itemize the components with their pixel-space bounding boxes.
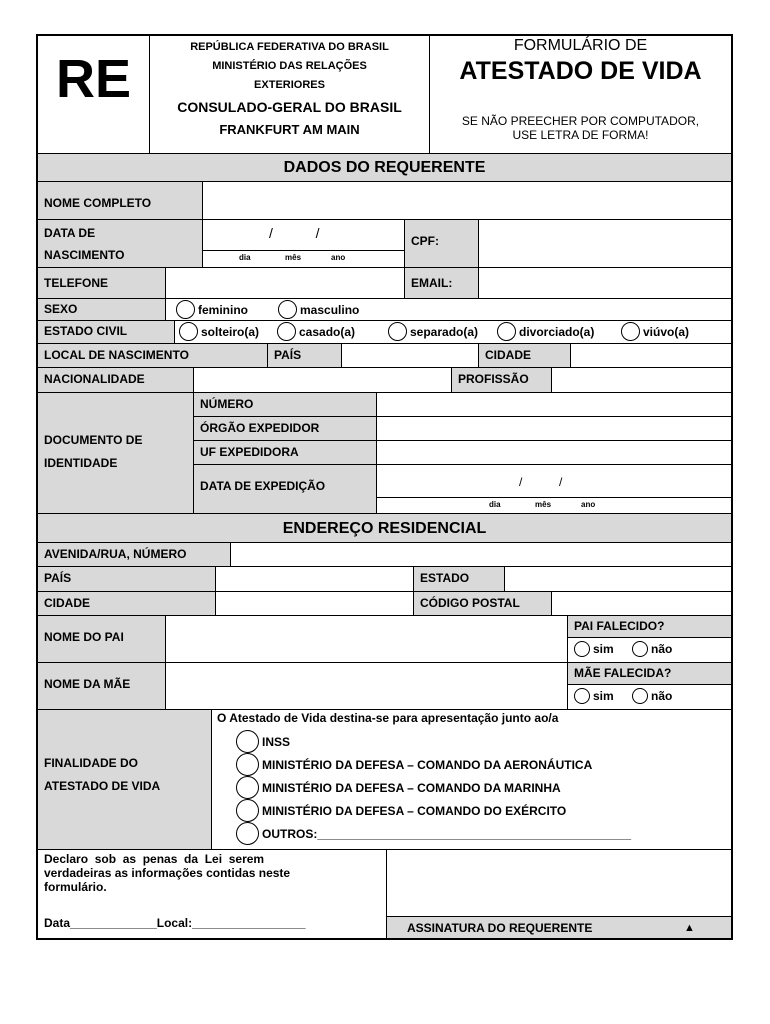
signature-label-box: [387, 916, 731, 938]
label-cidade: CIDADE: [479, 344, 571, 368]
estado-civil-options: [175, 321, 731, 344]
label-data-expedicao: DATA DE EXPEDIÇÃO: [194, 465, 377, 514]
label-estado-civil: ESTADO CIVIL: [38, 321, 175, 344]
sexo-options: [166, 299, 731, 321]
label-finalidade: [38, 710, 212, 850]
label-end-pais: PAÍS: [38, 567, 216, 592]
label-pais: PAÍS: [268, 344, 342, 368]
radio-circle-icon[interactable]: [236, 776, 259, 799]
input-cpf[interactable]: [479, 220, 731, 268]
form-label: FORMULÁRIO DE: [513, 37, 648, 54]
label-end-cidade: CIDADE: [38, 592, 216, 616]
title-block: [430, 36, 731, 154]
label-email: EMAIL:: [405, 268, 479, 299]
input-data-expedicao[interactable]: [377, 465, 731, 514]
label-mes: mês: [535, 500, 552, 509]
declaracao-block: [38, 850, 387, 938]
radio-circle-icon[interactable]: [278, 300, 297, 319]
radio-circle-icon[interactable]: [176, 300, 195, 319]
label-cpf: CPF:: [405, 220, 479, 268]
input-orgao[interactable]: [377, 417, 731, 441]
option-outros[interactable]: OUTROS:_______________________________________________: [236, 822, 631, 845]
mae-falecida-options: [568, 685, 731, 710]
option-aeronautica[interactable]: MINISTÉRIO DA DEFESA – COMANDO DA AERONÁUTICA: [236, 753, 592, 776]
gov-line-1: REPÚBLICA FEDERATIVA DO BRASIL: [190, 41, 389, 53]
finalidade-intro: O Atestado de Vida destina-se para apresentação junto ao/a: [217, 711, 559, 725]
option-mae-nao[interactable]: não: [632, 688, 672, 704]
option-mae-sim[interactable]: sim: [574, 688, 614, 704]
instruction-line-1: SE NÃO PREECHER POR COMPUTADOR,: [461, 114, 700, 128]
label-profissao: PROFISSÃO: [452, 368, 552, 393]
input-telefone[interactable]: [166, 268, 405, 299]
input-avenida[interactable]: [231, 543, 731, 567]
label-avenida: AVENIDA/RUA, NÚMERO: [38, 543, 231, 567]
label-dia: dia: [489, 500, 501, 509]
input-end-pais[interactable]: [216, 567, 414, 592]
label-documento-identidade: [38, 393, 194, 514]
input-data-nascimento[interactable]: [203, 220, 405, 268]
section-endereco: ENDEREÇO RESIDENCIAL: [38, 514, 731, 543]
label-pai-falecido: PAI FALECIDO?: [568, 616, 731, 638]
option-exercito[interactable]: MINISTÉRIO DA DEFESA – COMANDO DO EXÉRCITO: [236, 799, 566, 822]
section-dados-requerente: DADOS DO REQUERENTE: [38, 154, 731, 182]
input-profissao[interactable]: [552, 368, 731, 393]
label-nacionalidade: NACIONALIDADE: [38, 368, 194, 393]
radio-circle-icon[interactable]: [236, 822, 259, 845]
radio-circle-icon[interactable]: [621, 322, 640, 341]
radio-circle-icon[interactable]: [574, 688, 590, 704]
input-cep[interactable]: [552, 592, 731, 616]
consulate-city: FRANKFURT AM MAIN: [219, 122, 360, 137]
logo-text: RE: [55, 49, 131, 109]
option-divorciado[interactable]: divorciado(a): [497, 322, 594, 341]
label-nome-mae: NOME DA MÃE: [38, 663, 166, 710]
gov-line-3: EXTERIORES: [254, 79, 325, 91]
radio-circle-icon[interactable]: [574, 641, 590, 657]
radio-circle-icon[interactable]: [236, 753, 259, 776]
label-ano: ano: [581, 500, 596, 509]
consulate-name: CONSULADO-GERAL DO BRASIL: [177, 99, 402, 115]
radio-circle-icon[interactable]: [388, 322, 407, 341]
label-uf: UF EXPEDIDORA: [194, 441, 377, 465]
finalidade-options: [212, 710, 731, 850]
option-masculino[interactable]: masculino: [278, 300, 359, 319]
issuer-block: [150, 36, 430, 154]
option-viuvo[interactable]: viúvo(a): [621, 322, 689, 341]
option-casado[interactable]: casado(a): [277, 322, 355, 341]
label-local-nascimento: LOCAL DE NASCIMENTO: [38, 344, 268, 368]
label-telefone: TELEFONE: [38, 268, 166, 299]
label-documento-2: IDENTIDADE: [44, 456, 118, 470]
logo-box: [38, 36, 150, 154]
date-separator: / /: [519, 475, 563, 489]
radio-circle-icon[interactable]: [497, 322, 516, 341]
form-title: ATESTADO DE VIDA: [459, 57, 702, 85]
label-mae-falecida: MÃE FALECIDA?: [568, 663, 731, 685]
label-orgao: ÓRGÃO EXPEDIDOR: [194, 417, 377, 441]
radio-circle-icon[interactable]: [632, 641, 648, 657]
declaracao-text: Declaro sob as penas da Lei serem verdadeiras as informações contidas neste formulário.: [44, 852, 291, 894]
radio-circle-icon[interactable]: [277, 322, 296, 341]
label-ano: ano: [331, 253, 346, 262]
label-nome-completo: NOME COMPLETO: [38, 182, 203, 220]
input-uf[interactable]: [377, 441, 731, 465]
label-documento-1: DOCUMENTO DE: [44, 433, 143, 447]
radio-circle-icon[interactable]: [179, 322, 198, 341]
option-inss[interactable]: INSS: [236, 730, 290, 753]
radio-circle-icon[interactable]: [236, 799, 259, 822]
option-pai-nao[interactable]: não: [632, 641, 672, 657]
input-email[interactable]: [479, 268, 731, 299]
label-sexo: SEXO: [38, 299, 166, 321]
option-marinha[interactable]: MINISTÉRIO DA DEFESA – COMANDO DA MARINHA: [236, 776, 561, 799]
signature-label: ASSINATURA DO REQUERENTE: [407, 921, 593, 935]
label-estado: ESTADO: [414, 567, 505, 592]
label-numero: NÚMERO: [194, 393, 377, 417]
input-nome-mae[interactable]: [166, 663, 568, 710]
input-pais-nascimento[interactable]: [342, 344, 479, 368]
label-finalidade-2: ATESTADO DE VIDA: [44, 779, 161, 793]
instruction-line-2: USE LETRA DE FORMA!: [512, 128, 649, 142]
label-data-nascimento-1: DATA DE: [44, 226, 96, 240]
radio-circle-icon[interactable]: [236, 730, 259, 753]
label-mes: mês: [285, 253, 302, 262]
label-data-nascimento-2: NASCIMENTO: [44, 248, 125, 262]
radio-circle-icon[interactable]: [632, 688, 648, 704]
input-nacionalidade[interactable]: [194, 368, 452, 393]
label-data-nascimento: [38, 220, 203, 268]
pai-falecido-options: [568, 638, 731, 663]
option-separado[interactable]: separado(a): [388, 322, 478, 341]
gov-line-2: MINISTÉRIO DAS RELAÇÕES: [212, 60, 367, 72]
option-pai-sim[interactable]: sim: [574, 641, 614, 657]
label-nome-pai: NOME DO PAI: [38, 616, 166, 663]
input-estado[interactable]: [505, 567, 731, 592]
input-cidade-nascimento[interactable]: [571, 344, 731, 368]
data-local-line[interactable]: Data_____________Local:_________________: [44, 916, 306, 930]
label-cep: CÓDIGO POSTAL: [414, 592, 552, 616]
signature-area[interactable]: [387, 850, 731, 916]
input-numero[interactable]: [377, 393, 731, 417]
triangle-up-icon: ▲: [684, 922, 695, 934]
atestado-form: [36, 34, 733, 940]
label-finalidade-1: FINALIDADE DO: [44, 756, 138, 770]
label-dia: dia: [239, 253, 251, 262]
date-separator: / /: [269, 225, 320, 241]
option-solteiro[interactable]: solteiro(a): [179, 322, 259, 341]
input-end-cidade[interactable]: [216, 592, 414, 616]
input-nome-completo[interactable]: [203, 182, 731, 220]
option-feminino[interactable]: feminino: [176, 300, 248, 319]
input-nome-pai[interactable]: [166, 616, 568, 663]
